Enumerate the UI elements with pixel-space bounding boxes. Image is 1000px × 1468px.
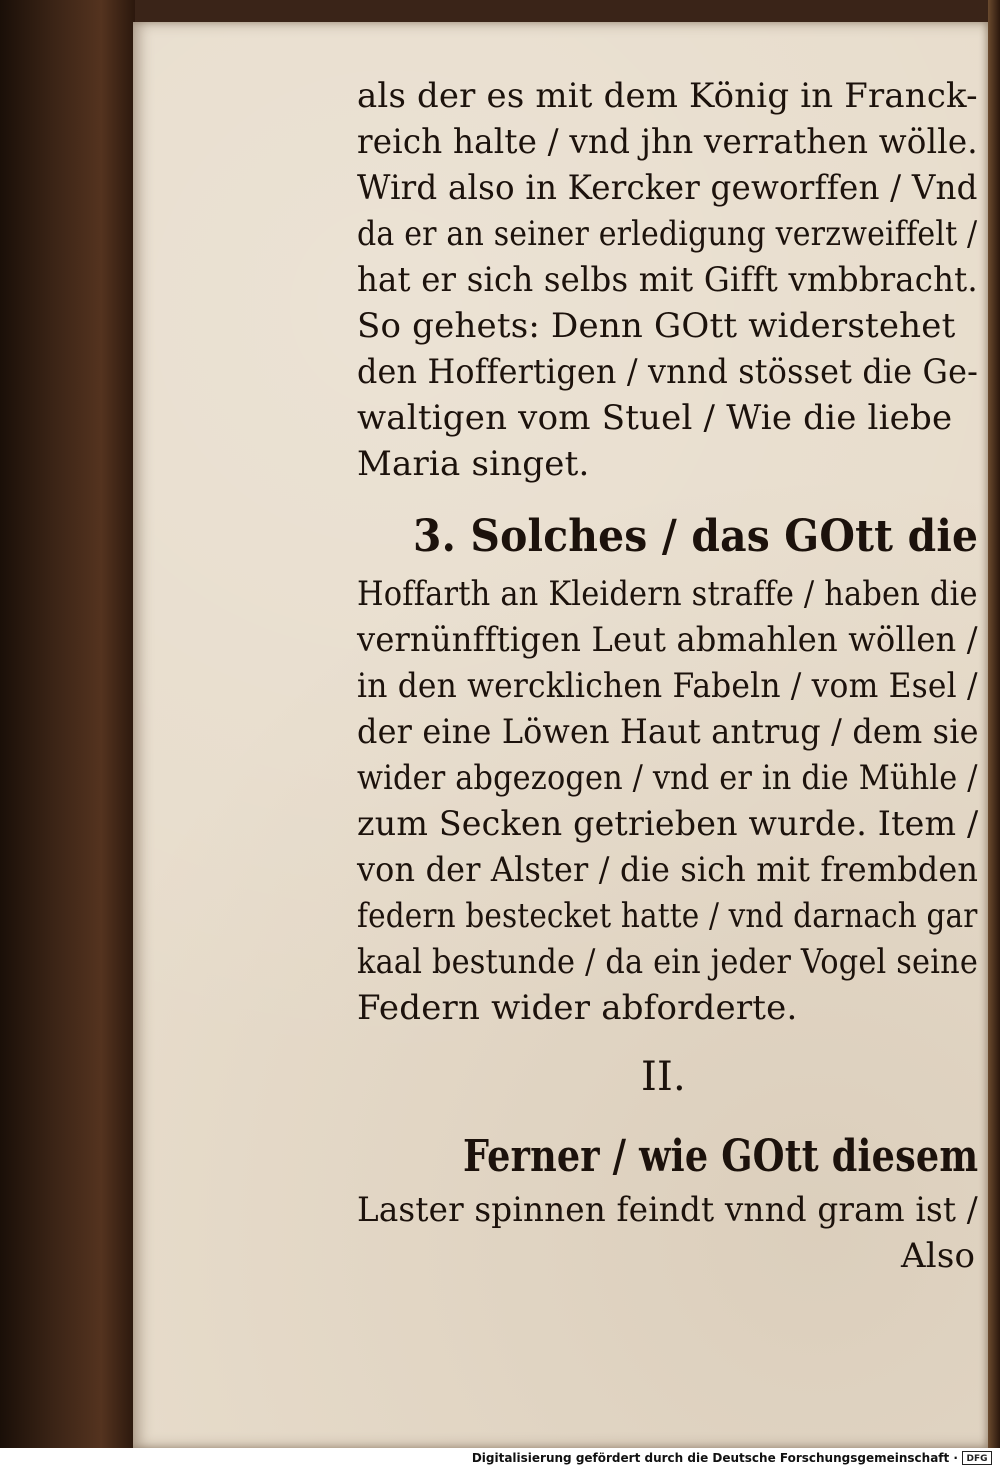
page-edge — [988, 0, 1000, 1448]
text-line: Laster spinnen feindt vnnd gram ist / — [357, 1190, 978, 1230]
text-line: federn bestecket hatte / vnd darnach gar — [357, 896, 978, 936]
text-line: als der es mit dem König in Franck- — [357, 76, 978, 116]
footer-bar — [0, 1448, 1000, 1468]
text-line: vernünfftigen Leut abmahlen wöllen / — [357, 620, 978, 660]
text-line: Federn wider abforderte. — [357, 988, 798, 1028]
funding-credit: Digitalisierung gefördert durch die Deutsche Forschungsgemeinschaft · — [471, 1451, 958, 1465]
text-line: von der Alster / die sich mit frembden — [357, 850, 979, 890]
text-line: zum Secken getrieben wurde. Item / — [357, 804, 979, 844]
section-numeral: II. — [641, 1054, 686, 1100]
book-page — [133, 22, 988, 1448]
text-line: So gehets: Denn GOtt widerstehet — [357, 306, 956, 346]
text-line: reich halte / vnd jhn verrathen wölle. — [357, 122, 978, 162]
text-line: hat er sich selbs mit Gifft vmbbracht. — [357, 260, 978, 300]
text-line: kaal bestunde / da ein jeder Vogel seine — [357, 942, 979, 982]
text-line: Maria singet. — [357, 444, 590, 484]
text-line: Hoffarth an Kleidern straffe / haben die — [357, 574, 978, 614]
book-spine — [0, 0, 135, 1448]
dfg-logo-icon: DFG — [962, 1451, 992, 1465]
text-line: wider abgezogen / vnd er in die Mühle / — [357, 758, 978, 798]
text-line: da er an seiner erledigung verzweiffelt / — [357, 214, 978, 254]
text-line: in den wercklichen Fabeln / vom Esel / — [357, 666, 978, 706]
section-2-heading: Ferner / wie GOtt diesem — [463, 1131, 979, 1182]
text-line: waltigen vom Stuel / Wie die liebe — [357, 398, 953, 438]
text-line: den Hoffertigen / vnnd stösset die Ge- — [357, 352, 979, 392]
catchword: Also — [901, 1236, 976, 1276]
section-3-heading: 3. Solches / das GOtt die — [413, 511, 979, 562]
text-line: der eine Löwen Haut antrug / dem sie — [357, 712, 979, 752]
text-line: Wird also in Kercker geworffen / Vnd — [357, 168, 978, 208]
